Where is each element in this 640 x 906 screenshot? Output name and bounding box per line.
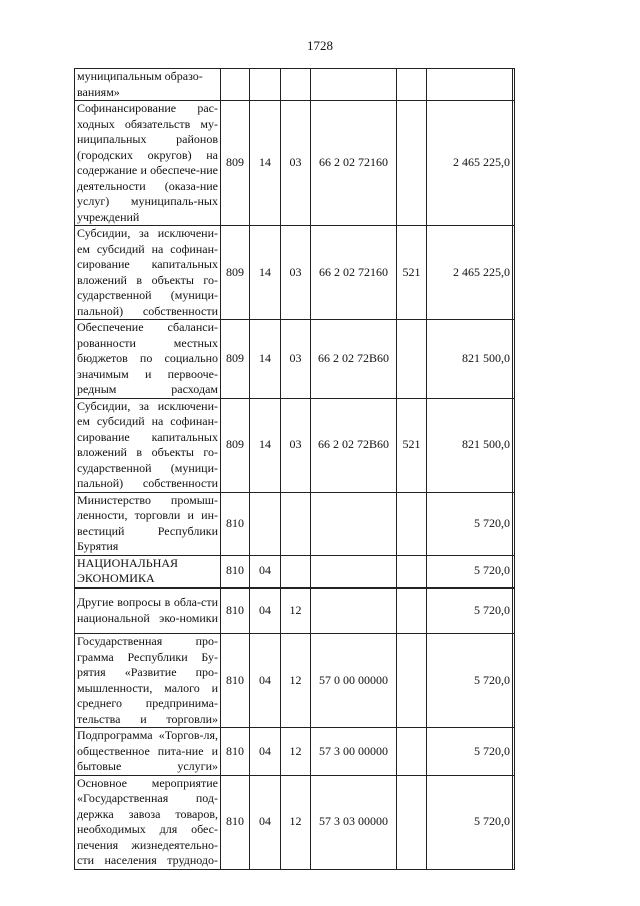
ministry-code-cell: 809 <box>221 320 250 399</box>
extra-cell <box>513 101 515 226</box>
section-code-cell: 04 <box>250 588 281 634</box>
section-code-cell: 14 <box>250 101 281 226</box>
section-code-cell: 04 <box>250 728 281 776</box>
extra-cell <box>513 226 515 320</box>
ministry-code-cell <box>221 69 250 101</box>
expense-type-cell <box>397 555 427 588</box>
expense-type-cell <box>397 588 427 634</box>
amount-cell: 5 720,0 <box>427 634 513 728</box>
row-name-cell: НАЦИОНАЛЬНАЯ ЭКОНОМИКА <box>75 555 221 588</box>
target-article-cell: 57 3 03 00000 <box>311 775 397 869</box>
table-row <box>75 69 515 101</box>
extra-cell <box>513 555 515 588</box>
section-code-cell: 14 <box>250 226 281 320</box>
expense-type-cell: 521 <box>397 226 427 320</box>
target-article-cell <box>311 588 397 634</box>
target-article-cell: 66 2 02 72160 <box>311 226 397 320</box>
ministry-code-cell: 810 <box>221 492 250 555</box>
row-name-cell: Субсидии, за исключени-ем субсидий на софинан-сирование капитальных вложений в объекты го-сударственной (муници-пальной) собственности <box>75 398 221 492</box>
ministry-code-cell: 810 <box>221 728 250 776</box>
table-row <box>75 320 515 399</box>
expense-type-cell <box>397 69 427 101</box>
section-code-cell: 14 <box>250 398 281 492</box>
target-article-cell: 57 3 00 00000 <box>311 728 397 776</box>
table-row <box>75 226 515 320</box>
target-article-cell <box>311 492 397 555</box>
amount-cell: 5 720,0 <box>427 728 513 776</box>
ministry-code-cell: 809 <box>221 226 250 320</box>
ministry-code-cell: 810 <box>221 634 250 728</box>
subsection-code-cell: 12 <box>281 634 311 728</box>
subsection-code-cell: 03 <box>281 398 311 492</box>
expense-type-cell <box>397 775 427 869</box>
subsection-code-cell: 03 <box>281 101 311 226</box>
extra-cell <box>513 775 515 869</box>
subsection-code-cell <box>281 492 311 555</box>
row-name-cell: Субсидии, за исключени-ем субсидий на софинан-сирование капитальных вложений в объекты го-сударственной (муници-пальной) собственности <box>75 226 221 320</box>
table-row <box>75 775 515 869</box>
amount-cell: 821 500,0 <box>427 398 513 492</box>
row-name-cell: Софинансирование рас-ходных обязательств му-ниципальных районов (городских округов) на содержание и обеспече-ние деятельности (оказа-ние услуг) муниципаль-ных учреждений <box>75 101 221 226</box>
table-row <box>75 728 515 776</box>
table-row <box>75 101 515 226</box>
target-article-cell: 66 2 02 72160 <box>311 101 397 226</box>
section-code-cell <box>250 69 281 101</box>
expense-type-cell <box>397 634 427 728</box>
row-name-cell: Обеспечение сбаланси-рованности местных бюджетов по социально значимым и первооче-редным расходам <box>75 320 221 399</box>
amount-cell: 5 720,0 <box>427 492 513 555</box>
row-name-cell: Государственная про-грамма Республики Бу-рятия «Развитие про-мышленности, малого и среднего предпринима-тельства и торговли» <box>75 634 221 728</box>
subsection-code-cell: 03 <box>281 320 311 399</box>
extra-cell <box>513 69 515 101</box>
extra-cell <box>513 728 515 776</box>
target-article-cell: 66 2 02 72В60 <box>311 398 397 492</box>
subsection-code-cell: 03 <box>281 226 311 320</box>
section-code-cell: 04 <box>250 555 281 588</box>
budget-table <box>74 68 515 870</box>
amount-cell: 2 465 225,0 <box>427 101 513 226</box>
section-code-cell <box>250 492 281 555</box>
extra-cell <box>513 492 515 555</box>
table-row <box>75 588 515 634</box>
subsection-code-cell: 12 <box>281 588 311 634</box>
ministry-code-cell: 810 <box>221 555 250 588</box>
extra-cell <box>513 588 515 634</box>
target-article-cell: 57 0 00 00000 <box>311 634 397 728</box>
section-code-cell: 04 <box>250 634 281 728</box>
row-name-cell: Основное мероприятие «Государственная под-держка завоза товаров, необходимых для обес-печения жизнедеятельно-сти населения труднодо- <box>75 775 221 869</box>
table-row <box>75 492 515 555</box>
target-article-cell <box>311 69 397 101</box>
subsection-code-cell: 12 <box>281 775 311 869</box>
ministry-code-cell: 809 <box>221 398 250 492</box>
subsection-code-cell: 12 <box>281 728 311 776</box>
budget-table-body <box>75 69 515 870</box>
row-name-cell: Министерство промыш-ленности, торговли и ин-вестиций Республики Бурятия <box>75 492 221 555</box>
expense-type-cell <box>397 492 427 555</box>
table-row <box>75 398 515 492</box>
row-name-cell: Подпрограмма «Торгов-ля, общественное пита-ние и бытовые услуги» <box>75 728 221 776</box>
amount-cell: 5 720,0 <box>427 775 513 869</box>
table-row <box>75 555 515 588</box>
target-article-cell <box>311 555 397 588</box>
extra-cell <box>513 634 515 728</box>
row-name-cell: муниципальным образо- ваниям» <box>75 69 221 101</box>
amount-cell: 821 500,0 <box>427 320 513 399</box>
extra-cell <box>513 320 515 399</box>
section-code-cell: 04 <box>250 775 281 869</box>
expense-type-cell <box>397 320 427 399</box>
amount-cell: 5 720,0 <box>427 588 513 634</box>
ministry-code-cell: 809 <box>221 101 250 226</box>
expense-type-cell: 521 <box>397 398 427 492</box>
subsection-code-cell <box>281 555 311 588</box>
section-code-cell: 14 <box>250 320 281 399</box>
ministry-code-cell: 810 <box>221 775 250 869</box>
subsection-code-cell <box>281 69 311 101</box>
table-row <box>75 634 515 728</box>
target-article-cell: 66 2 02 72В60 <box>311 320 397 399</box>
amount-cell: 5 720,0 <box>427 555 513 588</box>
ministry-code-cell: 810 <box>221 588 250 634</box>
amount-cell: 2 465 225,0 <box>427 226 513 320</box>
page-number: 1728 <box>307 38 333 53</box>
amount-cell <box>427 69 513 101</box>
expense-type-cell <box>397 728 427 776</box>
expense-type-cell <box>397 101 427 226</box>
extra-cell <box>513 398 515 492</box>
row-name-cell: Другие вопросы в обла-сти национальной эко-номики <box>75 588 221 634</box>
